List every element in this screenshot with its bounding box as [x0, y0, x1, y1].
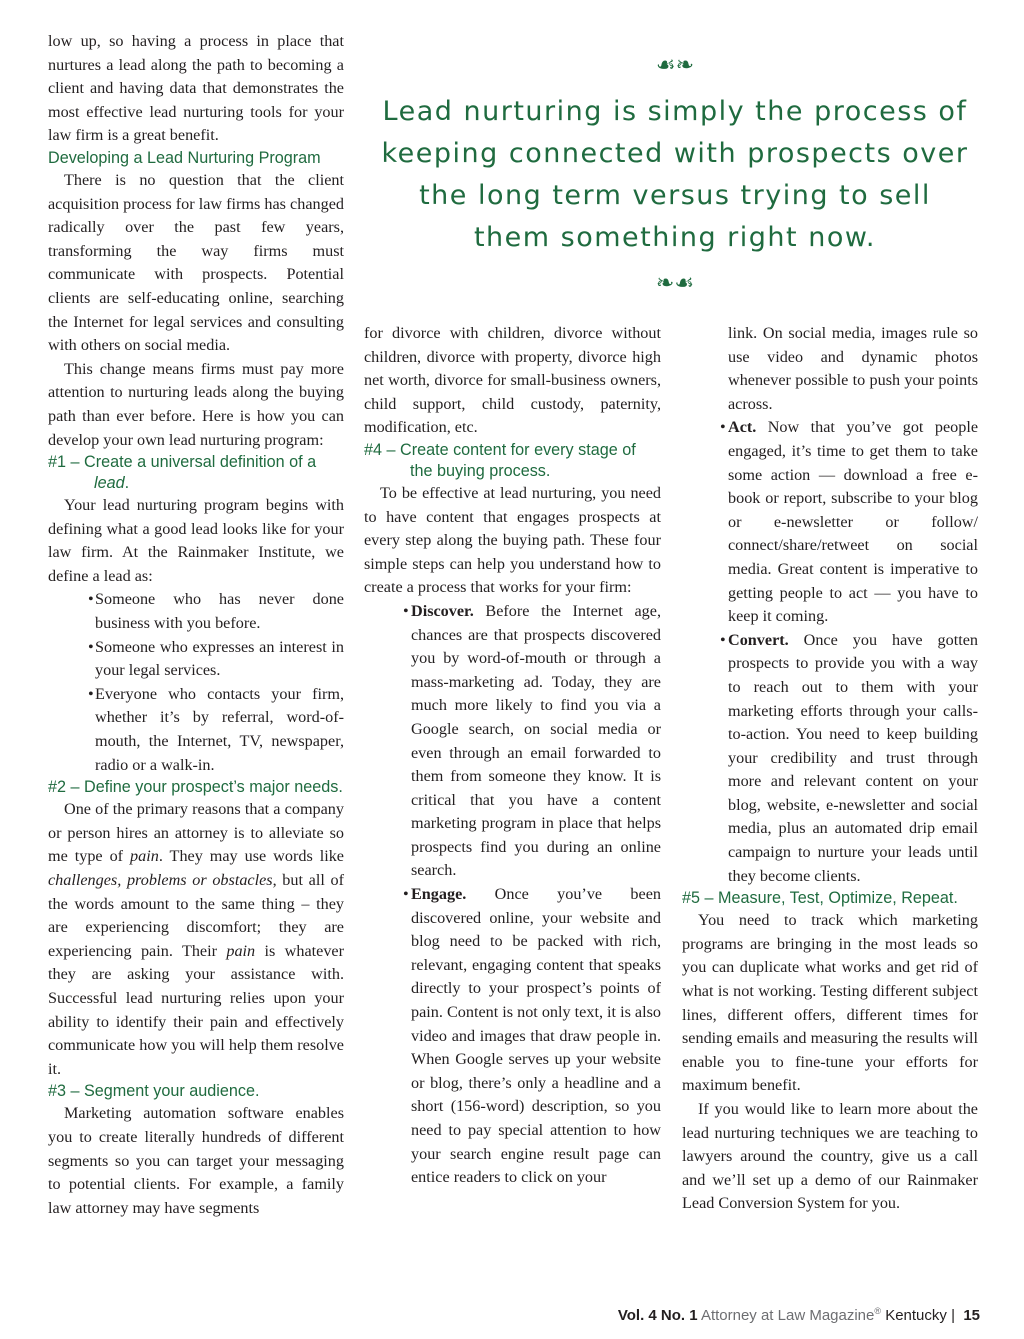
bullet-icon: • [720, 630, 726, 649]
ornament-top-icon: ☙❧ [655, 53, 695, 78]
convert-text: Once you have gotten prospects to provide you with a way to reach out to them with your marketing efforts through your calls-to-action. You need to keep building your credibility and trust through more and relevant content on your blog, website, e-newsletter and social media, plus an automated drip email campaign to nurture your leads until they become clients. [728, 630, 978, 885]
engage-text-continued: link. On social media, images rule so use video and dynamic photos whenever possible to push your points across. [728, 324, 978, 413]
heading-step-2: #2 – Define your prospect’s major needs. [48, 778, 343, 797]
paragraph-change: This change means firms must pay more attention to nurturing leads along the buying path than ever before. Here is how you can develop your own lead nurturing program: [48, 359, 344, 449]
bullet-icon: • [88, 684, 94, 703]
bullet-icon: • [403, 885, 409, 904]
list-item-discover [364, 600, 661, 883]
issue-number: Vol. 4 No. 1 [617, 1307, 698, 1324]
list-item [48, 683, 344, 777]
heading-step-1 [48, 452, 344, 494]
paragraph-content: To be effective at lead nurturing, you need to have content that engages prospects at every step along the buying path. These four simple steps can help you understand how to create a process that works for your firm: [364, 483, 661, 597]
bullet-icon: • [720, 418, 726, 437]
pull-quote-text: Lead nurturing is simply the process of keeping connected with prospects over the long term versus trying to sell them something right now. [381, 96, 969, 253]
heading-step-1-period: . [124, 474, 130, 493]
convert-label: Convert. [728, 630, 789, 649]
heading-step-3: #3 – Segment your audience. [48, 1082, 260, 1101]
magazine-name: Attorney at Law Magazine [700, 1307, 875, 1324]
page-footer [618, 1306, 980, 1324]
paragraph-lead-definition: Your lead nurturing program begins with defining what a good lead looks like for your law firm. At the Rainmaker Institute, we define a lead as: [48, 496, 344, 585]
engage-label: Engage. [411, 885, 467, 904]
needs-pain: pain [130, 847, 159, 866]
column-2 [364, 322, 661, 1190]
paragraph-question: There is no question that the client acquisition process for law firms has changed radically over the past few years, transforming the way firms must communicate with prospects. Potential clients are self-educating online, searching the Internet for legal services and consulting with others on social media. [48, 170, 344, 355]
paragraph-needs [48, 798, 344, 1081]
paragraph-segments-continued: for divorce with children, divorce without children, divorce with property, divorce high net worth, divorce for small-business owners, child support, child custody, paternity, modification, etc. [364, 324, 661, 437]
list-item-engage [364, 883, 661, 1190]
footer-separator: | [951, 1307, 955, 1324]
intro-paragraph: low up, so having a process in place that nurtures a lead along the path to becoming a client and having data that demonstrates the most effective lead nurturing tools for your law firm is a great benefit. [48, 32, 344, 145]
needs-text-3: , but all of the words amount to the same thing – they are experiencing discomfort; they are experiencing pain. Their [48, 871, 344, 960]
bullet-icon: • [403, 601, 409, 620]
needs-text-2: . They may use words like [158, 847, 344, 866]
list-item-text: Someone who expresses an interest in your legal services. [95, 637, 344, 680]
needs-words: challenges, problems or obstacles [48, 871, 273, 889]
needs-pain-2: pain [226, 941, 256, 960]
needs-text-1: One of the primary reasons that a company or person hires an attorney is to alleviate so me type of [48, 800, 344, 866]
lead-definition-list [48, 588, 344, 777]
list-item-engage-continued [682, 322, 978, 416]
heading-step-1-lead: lead [94, 474, 125, 493]
ornament-bottom-icon: ❧☙ [655, 271, 695, 296]
paragraph-segment: Marketing automation software enables you to create literally hundreds of different segments so you can target your messaging to potential clients. For example, a family law attorney may have segments [48, 1104, 344, 1217]
heading-developing-program: Developing a Lead Nurturing Program [48, 148, 321, 167]
steps-list-continued [682, 322, 978, 888]
heading-step-4: #4 – Create content for every stage of the buying process. [364, 440, 636, 480]
discover-text: Before the Internet age, chances are that prospects discovered you by word-of-mouth or through a mass-marketing ad. Today, they are much more likely to find you via a Google search, on social media or even through an email forwarded to them from someone they know. It is critical that you have a content marketing program in place that helps prospects find you during an online search. [411, 601, 661, 880]
list-item-convert [682, 629, 978, 889]
registered-mark: ® [874, 1306, 882, 1316]
column-1 [48, 30, 344, 1220]
act-text: Now that you’ve got people engaged, it’s time to get them to take some action — download a free e-book or report, subscribe to your blog or e-newsletter or follow/ connect/share/retweet on social media. Great content is imperative to getting people to act — you have to keep it coming. [728, 418, 978, 626]
list-item-text: Someone who has never done business with you before. [95, 590, 344, 633]
heading-step-5: #5 – Measure, Test, Optimize, Repeat. [682, 889, 958, 908]
magazine-region: Kentucky [885, 1307, 947, 1324]
discover-label: Discover. [411, 601, 474, 620]
page-number: 15 [963, 1307, 980, 1324]
list-item-act [682, 416, 978, 628]
column-3 [682, 322, 978, 1216]
paragraph-learn-more: If you would like to learn more about the lead nurturing techniques we are teaching to lawyers around the country, give us a call and we’ll set up a demo of our Rainmaker Lead Conversion System for you. [682, 1100, 978, 1213]
list-item-text: Everyone who contacts your firm, whether it’s by referral, word-of-mouth, the Internet, TV, newspaper, radio or a walk-in. [95, 684, 344, 774]
heading-step-1-text: #1 – Create a universal definition of a [48, 453, 317, 472]
pull-quote [380, 55, 970, 295]
needs-text-4: is whatever they are asking your assistance with. Successful lead nurturing relies upon your ability to identify their pain and effectively communicate how you will help them resolve it. [48, 941, 344, 1078]
steps-list [364, 600, 661, 1190]
act-label: Act. [728, 418, 757, 437]
list-item [48, 636, 344, 683]
bullet-icon: • [88, 590, 94, 609]
paragraph-track: You need to track which marketing programs are bringing in the most leads so you can duplicate what works and get rid of what is not working. Testing different subject lines, different offers, different times for sending emails and measuring the results will enable you to fine-tune your efforts for maximum benefit. [682, 911, 978, 1095]
list-item [48, 588, 344, 635]
bullet-icon: • [88, 637, 94, 656]
engage-text: Once you’ve been discovered online, your website and blog need to be packed with rich, relevant, engaging content that speaks directly to your prospect’s points of pain. Content is not only text, it is also video and images that draw people in. When Google serves up your website or blog, there’s only a headline and a short (156-word) description, so you need to pay special attention to how your search engine result page can entice readers to click on your [411, 885, 661, 1187]
